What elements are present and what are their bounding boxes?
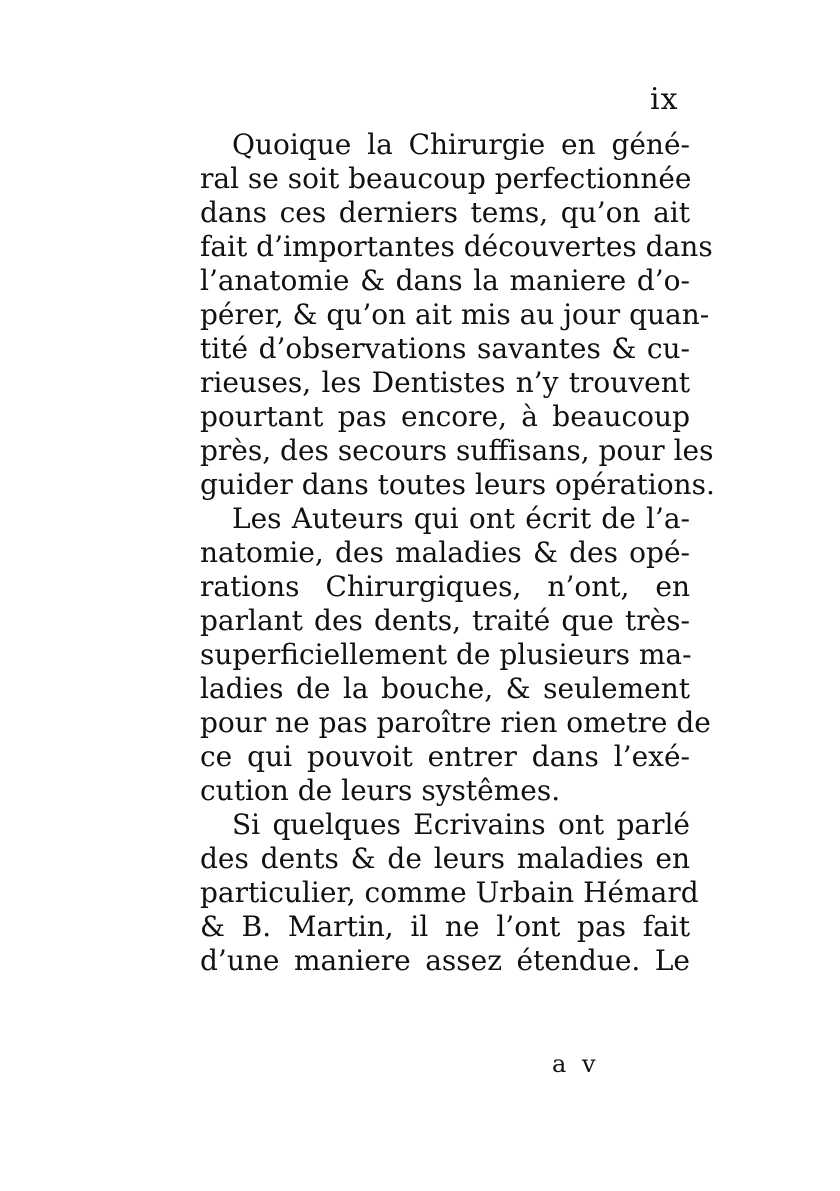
text-line: parlant des dents, traité que très- bbox=[200, 604, 690, 637]
text-line: ce qui pouvoit entrer dans l’exé- bbox=[200, 740, 690, 773]
text-line: d’une maniere assez étendue. Le bbox=[200, 944, 690, 977]
text-line: pérer, & qu’on ait mis au jour quan- bbox=[200, 298, 710, 331]
text-line: Les Auteurs qui ont écrit de l’a- bbox=[232, 502, 690, 535]
text-line: ral se soit beaucoup perfectionnée bbox=[200, 162, 692, 195]
text-line: fait d’importantes découvertes dans bbox=[200, 230, 713, 263]
text-line: près, des secours suffisans, pour les bbox=[200, 434, 714, 467]
text-line: cution de leurs systêmes. bbox=[200, 774, 561, 807]
text-line: rations Chirurgiques, n’ont, en bbox=[200, 570, 690, 603]
page-number: ix bbox=[650, 82, 679, 117]
text-line: rieuses, les Dentistes n’y trouvent bbox=[200, 366, 690, 399]
text-line: Quoique la Chirurgie en géné- bbox=[232, 128, 690, 161]
text-line: natomie, des maladies & des opé- bbox=[200, 536, 690, 569]
text-line: des dents & de leurs maladies en bbox=[200, 842, 690, 875]
text-line: & B. Martin, il ne l’ont pas fait bbox=[200, 910, 690, 943]
text-line: superficiellement de plusieurs ma- bbox=[200, 638, 692, 671]
text-line: pourtant pas encore, à beaucoup bbox=[200, 400, 690, 433]
catchword: a v bbox=[552, 1050, 600, 1078]
body-text bbox=[200, 128, 715, 978]
text-line: particulier, comme Urbain Hémard bbox=[200, 876, 699, 909]
text-line: guider dans toutes leurs opérations. bbox=[200, 468, 715, 501]
text-line: dans ces derniers tems, qu’on ait bbox=[200, 196, 690, 229]
text-line: Si quelques Ecrivains ont parlé bbox=[232, 808, 690, 841]
text-line: tité d’observations savantes & cu- bbox=[200, 332, 690, 365]
text-line: pour ne pas paroître rien ometre de bbox=[200, 706, 711, 739]
text-line: ladies de la bouche, & seulement bbox=[200, 672, 690, 705]
text-line: l’anatomie & dans la maniere d’o- bbox=[200, 264, 690, 297]
